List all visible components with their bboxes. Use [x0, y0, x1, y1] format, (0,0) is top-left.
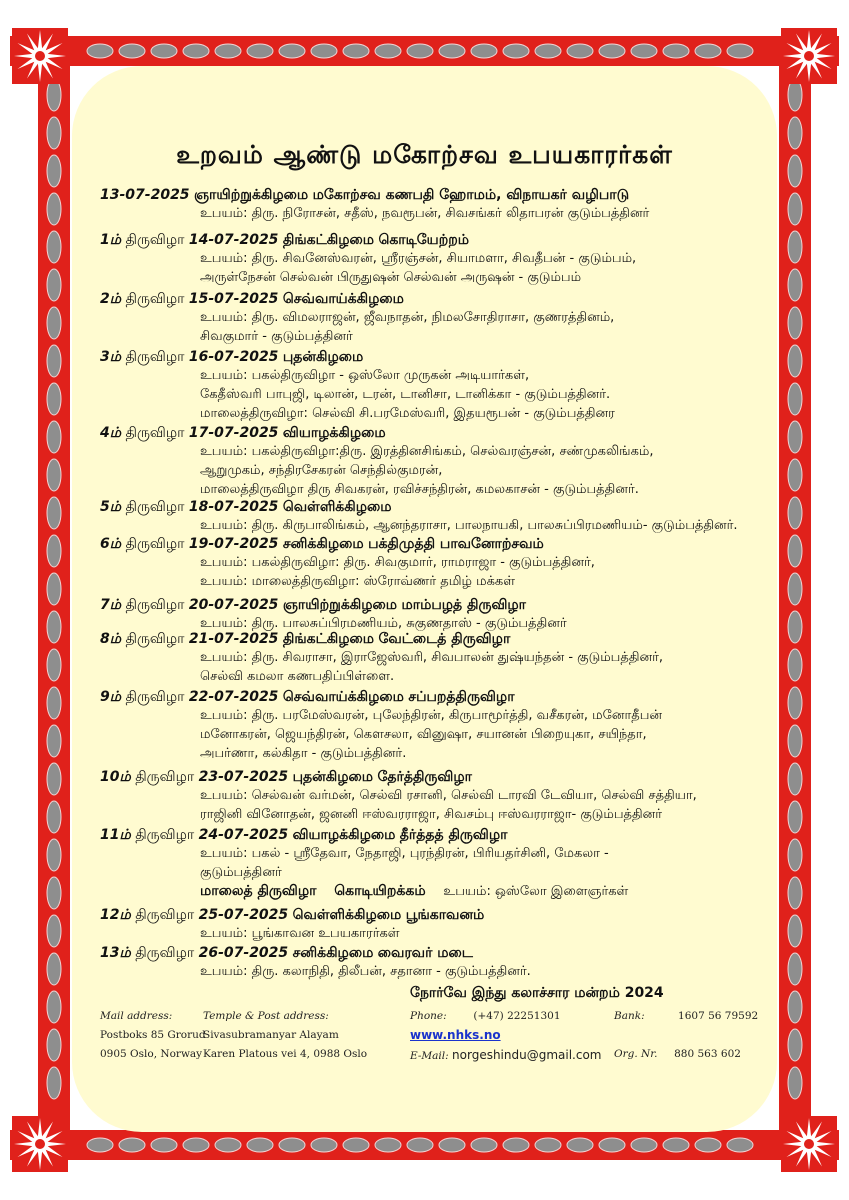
- border-oval: [47, 193, 61, 225]
- festival-word: திருவிழா: [125, 597, 185, 613]
- festival-number: 7ம்: [100, 597, 122, 613]
- entry-heading: [100, 688, 780, 706]
- schedule-entry: [100, 826, 780, 901]
- border-oval: [151, 44, 177, 58]
- sponsor-line: உபயம்: திரு. கலாநிதி, திலீபன், சதானா - குடும்பத்தினர்.: [200, 964, 531, 979]
- sponsor-line: சிவகுமார் - குடும்பத்தினர்: [200, 329, 353, 344]
- entry-event: வைரவர் மடை: [377, 945, 473, 961]
- border-oval: [788, 687, 802, 719]
- border-oval: [47, 839, 61, 871]
- mail-address-label: Mail address:: [100, 1010, 173, 1022]
- border-oval: [599, 1138, 625, 1152]
- festival-number: 10ம்: [100, 769, 131, 785]
- border-oval: [788, 459, 802, 491]
- border-oval: [788, 649, 802, 681]
- border-oval: [788, 421, 802, 453]
- organisation-name: நோர்வே இந்து கலாச்சார மன்றம் 2024: [410, 985, 664, 1001]
- sponsor-line: செல்வி கமலா கணபதிப்பிள்ளை.: [200, 669, 395, 684]
- entry-event: வேட்டைத் திருவிழா: [378, 631, 511, 647]
- schedule-entry: [100, 424, 780, 499]
- entry-weekday: புதன்கிழமை: [292, 769, 373, 785]
- entry-event: மாம்பழத் திருவிழா: [401, 597, 526, 613]
- border-oval: [47, 687, 61, 719]
- sponsor-line: உபயம்: திரு. விமலராஜன், ஜீவநாதன், நிமலசோதிராசா, குணரத்தினம்,: [200, 310, 615, 325]
- schedule-entry: [100, 596, 780, 633]
- sponsor-line: உபயம்: திரு. பாலசுப்பிரமணியம், சுகுணதாஸ் - குடும்பத்தினர்: [200, 616, 567, 631]
- entry-date: 22-07-2025: [188, 689, 279, 705]
- festival-number: 3ம்: [100, 349, 122, 365]
- border-oval: [788, 801, 802, 833]
- border-oval: [407, 44, 433, 58]
- border-oval: [567, 1138, 593, 1152]
- schedule-entry: [100, 630, 780, 686]
- festival-word: திருவிழா: [135, 945, 195, 961]
- border-oval: [788, 839, 802, 871]
- border-oval: [215, 1138, 241, 1152]
- sponsor-line: மாலைத்திருவிழா திரு சிவகரன், ரவிச்சந்திரன், கமலகாசன் - குடும்பத்தினர்.: [200, 482, 639, 497]
- sponsor-line: உபயம்: திரு. சிவனேஸ்வரன், ஸ்ரீரஞ்சன், சியாமளா, சிவதீபன் - குடும்பம்,: [200, 251, 637, 266]
- contact-block: [410, 1007, 602, 1066]
- entry-heading: [100, 596, 780, 614]
- email-label: E-Mail:: [410, 1050, 449, 1062]
- border-oval: [407, 1138, 433, 1152]
- entry-date: 17-07-2025: [188, 425, 279, 441]
- border-oval: [788, 915, 802, 947]
- entry-date: 21-07-2025: [188, 631, 279, 647]
- border-oval: [535, 44, 561, 58]
- border-oval: [47, 877, 61, 909]
- entry-event: மகோற்சவ கணபதி ஹோமம், விநாயகர் வழிபாடு: [312, 187, 630, 203]
- sponsor-line: உபயம்: திரு. நிரோசன், சதீஸ், நவரூபன், சிவசங்கர் லிதாபரன் குடும்பத்தினர்: [200, 206, 650, 221]
- festival-word: திருவிழா: [125, 536, 185, 552]
- org-number-value: 880 563 602: [674, 1048, 741, 1060]
- entry-date: 24-07-2025: [198, 827, 289, 843]
- temple-address-line1: Sivasubramanyar Alayam: [203, 1029, 339, 1041]
- entry-heading: [100, 290, 780, 308]
- entry-weekday: செவ்வாய்க்கிழமை: [282, 689, 404, 705]
- border-oval: [47, 725, 61, 757]
- border-oval: [279, 1138, 305, 1152]
- entry-weekday: வெள்ளிக்கிழமை: [282, 499, 392, 515]
- website-link[interactable]: www.nhks.no: [410, 1028, 501, 1042]
- corner-star-center: [804, 1139, 814, 1149]
- schedule-entry: [100, 348, 780, 423]
- border-oval: [47, 915, 61, 947]
- border-oval: [247, 1138, 273, 1152]
- evening-festival-line: [100, 882, 780, 901]
- border-oval: [87, 44, 113, 58]
- border-oval: [47, 611, 61, 643]
- border-oval: [788, 953, 802, 985]
- entry-date: 19-07-2025: [188, 536, 279, 552]
- entry-date: 16-07-2025: [188, 349, 279, 365]
- sponsor-line: ராஜினி வினோதன், ஜனனி ஈஸ்வரராஜா, சிவசம்பு ஈஸ்வரராஜா- குடும்பத்தினர்: [200, 807, 663, 822]
- entry-event: கொடியேற்றம்: [378, 232, 470, 248]
- email-link[interactable]: norgeshindu@gmail.com: [452, 1048, 602, 1062]
- entry-heading: [100, 498, 780, 516]
- sponsor-line: உபயம்: மாலைத்திருவிழா: ஸ்ரோவ்ணர் தமிழ் மக்கள்: [200, 574, 515, 589]
- border-oval: [47, 345, 61, 377]
- festival-number: 8ம்: [100, 631, 122, 647]
- border-oval: [788, 193, 802, 225]
- border-oval: [631, 1138, 657, 1152]
- festival-number: 2ம்: [100, 291, 122, 307]
- border-oval: [788, 573, 802, 605]
- entry-date: 23-07-2025: [198, 769, 289, 785]
- entry-weekday: திங்கட்கிழமை: [282, 232, 374, 248]
- border-oval: [788, 725, 802, 757]
- entry-event: பக்திமுத்தி பாவனோற்சவம்: [368, 536, 544, 552]
- border-oval: [343, 1138, 369, 1152]
- entry-event: தீர்த்தத் திருவிழா: [399, 827, 508, 843]
- festival-word: திருவிழா: [125, 291, 185, 307]
- border-oval: [727, 44, 753, 58]
- border-oval: [663, 44, 689, 58]
- entry-heading: [100, 630, 780, 648]
- festival-word: திருவிழா: [135, 769, 195, 785]
- border-oval: [788, 763, 802, 795]
- mail-address-line2: 0905 Oslo, Norway: [100, 1048, 203, 1060]
- border-oval: [788, 269, 802, 301]
- border-oval: [119, 1138, 145, 1152]
- temple-address-line2: Karen Platous vei 4, 0988 Oslo: [203, 1048, 368, 1060]
- org-number-label: Org. Nr.: [614, 1048, 658, 1060]
- border-oval: [47, 307, 61, 339]
- festival-number: 12ம்: [100, 907, 131, 923]
- entry-weekday: சனிக்கிழமை: [282, 536, 364, 552]
- entry-heading: [100, 424, 780, 442]
- border-oval: [47, 1067, 61, 1099]
- border-oval: [47, 649, 61, 681]
- border-oval: [788, 345, 802, 377]
- sponsor-line: ஆறுமுகம், சந்திரசேகரன் செந்தில்குமரன்,: [200, 463, 443, 478]
- entry-weekday: செவ்வாய்க்கிழமை: [282, 291, 404, 307]
- border-oval: [151, 1138, 177, 1152]
- entry-date: 26-07-2025: [198, 945, 289, 961]
- temple-address-label: Temple & Post address:: [203, 1010, 329, 1022]
- entry-heading: [100, 906, 780, 924]
- festival-word: திருவிழா: [125, 689, 185, 705]
- border-oval: [503, 44, 529, 58]
- entry-event: பூங்காவனம்: [405, 907, 485, 923]
- phone-label: Phone:: [410, 1010, 447, 1022]
- corner-star-center: [35, 1139, 45, 1149]
- sponsor-line: அபர்ணா, கல்கிதா - குடும்பத்தினர்.: [200, 746, 407, 761]
- border-oval: [535, 1138, 561, 1152]
- border-oval: [695, 1138, 721, 1152]
- border-oval: [47, 953, 61, 985]
- border-oval: [183, 44, 209, 58]
- sponsor-line: உபயம்: செல்வன் வர்மன், செல்வி ரசானி, செல்வி டாரவி டேவியா, செல்வி சத்தியா,: [200, 788, 697, 803]
- border-oval: [47, 269, 61, 301]
- border-oval: [439, 44, 465, 58]
- border-oval: [47, 801, 61, 833]
- festival-number: 13ம்: [100, 945, 131, 961]
- schedule-entry: [100, 768, 780, 824]
- entry-date: 14-07-2025: [188, 232, 279, 248]
- entry-heading: [100, 768, 780, 786]
- border-oval: [695, 44, 721, 58]
- border-oval: [788, 497, 802, 529]
- sponsor-line: அருள்நேசன் செல்வன் பிருதுஷன் செல்வன் அருஷன் - குடும்பம்: [200, 270, 582, 285]
- bank-value: 1607 56 79592: [678, 1010, 759, 1022]
- festival-number: 6ம்: [100, 536, 122, 552]
- evening-event: கொடியிறக்கம்: [334, 883, 426, 899]
- border-oval: [279, 44, 305, 58]
- border-oval: [247, 44, 273, 58]
- festival-number: 4ம்: [100, 425, 122, 441]
- border-oval: [47, 573, 61, 605]
- evening-label: மாலைத் திருவிழா: [200, 883, 317, 899]
- sponsor-line: உபயம்: பகல்திருவிழா:திரு. இரத்தினசிங்கம், செல்வரஞ்சன், சண்முகலிங்கம்,: [200, 444, 654, 459]
- border-oval: [788, 231, 802, 263]
- sponsor-line: உபயம்: திரு. கிருபாலிங்கம், ஆனந்தராசா, பாலநாயகி, பாலசுப்பிரமணியம்- குடும்பத்தினர்.: [200, 518, 738, 533]
- entry-event: சப்பறத்திருவிழா: [408, 689, 515, 705]
- festival-number: 9ம்: [100, 689, 122, 705]
- border-oval: [599, 44, 625, 58]
- border-oval: [375, 44, 401, 58]
- entry-weekday: திங்கட்கிழமை: [282, 631, 374, 647]
- entry-weekday: புதன்கிழமை: [282, 349, 364, 365]
- border-oval: [47, 231, 61, 263]
- entry-event: தேர்த்திருவிழா: [377, 769, 472, 785]
- border-oval: [375, 1138, 401, 1152]
- festival-word: திருவிழா: [135, 907, 195, 923]
- border-oval: [503, 1138, 529, 1152]
- entry-weekday: சனிக்கிழமை: [292, 945, 374, 961]
- festival-word: திருவிழா: [125, 631, 185, 647]
- entry-heading: [100, 186, 780, 204]
- entry-heading: [100, 348, 780, 366]
- festival-number: 1ம்: [100, 232, 122, 248]
- festival-word: திருவிழா: [125, 499, 185, 515]
- mail-address-block: [100, 1007, 206, 1064]
- entry-date: 20-07-2025: [188, 597, 279, 613]
- entry-weekday: ஞாயிற்றுக்கிழமை: [282, 597, 398, 613]
- schedule-entry: [100, 535, 780, 591]
- schedule-entry: [100, 290, 780, 346]
- border-oval: [439, 1138, 465, 1152]
- entry-weekday: வியாழக்கிழமை: [292, 827, 396, 843]
- border-oval: [87, 1138, 113, 1152]
- border-oval: [119, 44, 145, 58]
- temple-address-block: [203, 1007, 367, 1064]
- schedule-entry: [100, 906, 780, 943]
- border-oval: [788, 991, 802, 1023]
- border-oval: [47, 459, 61, 491]
- festival-word: திருவிழா: [125, 232, 185, 248]
- entry-date: 18-07-2025: [188, 499, 279, 515]
- mail-address-line1: Postboks 85 Grorud: [100, 1029, 206, 1041]
- border-oval: [788, 535, 802, 567]
- sponsor-line: உபயம்: பகல்திருவிழா: திரு. சிவகுமார், ராமராஜா - குடும்பத்தினர்,: [200, 555, 595, 570]
- entry-heading: [100, 826, 780, 844]
- bank-label: Bank:: [614, 1010, 645, 1022]
- entry-heading: [100, 535, 780, 553]
- entry-weekday: வியாழக்கிழமை: [282, 425, 386, 441]
- border-oval: [788, 307, 802, 339]
- border-oval: [471, 1138, 497, 1152]
- schedule-entry: [100, 498, 780, 535]
- sponsor-line: உபயம்: பூங்காவன உபயகாரர்கள்: [200, 926, 400, 941]
- sponsor-line: குடும்பத்தினர்: [200, 865, 282, 880]
- border-oval: [183, 1138, 209, 1152]
- border-oval: [567, 44, 593, 58]
- border-oval: [47, 535, 61, 567]
- border-oval: [215, 44, 241, 58]
- border-oval: [47, 421, 61, 453]
- border-oval: [631, 44, 657, 58]
- border-oval: [47, 497, 61, 529]
- sponsor-line: மாலைத்திருவிழா: செல்வி சி.பரமேஸ்வரி, இதயரூபன் - குடும்பத்தினர: [200, 406, 615, 421]
- entry-date: 25-07-2025: [198, 907, 289, 923]
- border-oval: [47, 763, 61, 795]
- border-oval: [788, 383, 802, 415]
- border-oval: [788, 877, 802, 909]
- sponsor-line: உபயம்: திரு. பரமேஸ்வரன், புலேந்திரன், கிருபாமூர்த்தி, வசீகரன், மனோதீபன்: [200, 708, 663, 723]
- sponsor-line: உபயம்: திரு. சிவராசா, இராஜேஸ்வரி, சிவபாலன் துஷ்யந்தன் - குடும்பத்தினர்,: [200, 650, 664, 665]
- sponsor-line: உபயம்: பகல்திருவிழா - ஒஸ்லோ முருகன் அடியார்கள்,: [200, 368, 530, 383]
- page-title: உறவம் ஆண்டு மகோற்சவ உபயகாரர்கள்: [176, 140, 673, 169]
- schedule-entry: [100, 186, 780, 223]
- corner-star-center: [804, 51, 814, 61]
- border-oval: [727, 1138, 753, 1152]
- border-oval: [311, 44, 337, 58]
- bank-block: [614, 1007, 758, 1064]
- festival-word: திருவிழா: [125, 425, 185, 441]
- evening-sponsor: உபயம்: ஒஸ்லோ இளைஞர்கள்: [443, 884, 629, 899]
- border-oval: [47, 991, 61, 1023]
- festival-word: திருவிழா: [125, 349, 185, 365]
- border-oval: [788, 1029, 802, 1061]
- border-oval: [343, 44, 369, 58]
- entry-weekday: வெள்ளிக்கிழமை: [292, 907, 402, 923]
- schedule-entry: [100, 944, 780, 981]
- border-oval: [788, 1067, 802, 1099]
- phone-value: (+47) 22251301: [473, 1010, 561, 1022]
- festival-word: திருவிழா: [135, 827, 195, 843]
- festival-number: 5ம்: [100, 499, 122, 515]
- entry-weekday: ஞாயிற்றுக்கிழமை: [194, 187, 309, 203]
- sponsor-line: உபயம்: பகல் - ஸ்ரீதேவா, நேதாஜி, புரந்திரன், பிரியதர்சினி, மேகலா -: [200, 846, 609, 861]
- border-oval: [471, 44, 497, 58]
- entry-date: 15-07-2025: [188, 291, 279, 307]
- schedule-entry: [100, 688, 780, 763]
- entry-heading: [100, 231, 780, 249]
- sponsor-line: மனோகரன், ஜெயந்திரன், கௌசலா, வினுஷா, சயானன் பிறையுகா, சயிந்தா,: [200, 727, 647, 742]
- festival-number: 11ம்: [100, 827, 131, 843]
- entry-date: 13-07-2025: [100, 187, 190, 203]
- sponsor-line: கேதீஸ்வரி பாபுஜி, டிலான், டரன், டானிசா, டானிக்கா - குடும்பத்தினர்.: [200, 387, 611, 402]
- corner-star-center: [35, 51, 45, 61]
- border-oval: [47, 383, 61, 415]
- entry-heading: [100, 944, 780, 962]
- border-oval: [663, 1138, 689, 1152]
- border-oval: [311, 1138, 337, 1152]
- schedule-entry: [100, 231, 780, 287]
- border-oval: [788, 611, 802, 643]
- border-oval: [47, 1029, 61, 1061]
